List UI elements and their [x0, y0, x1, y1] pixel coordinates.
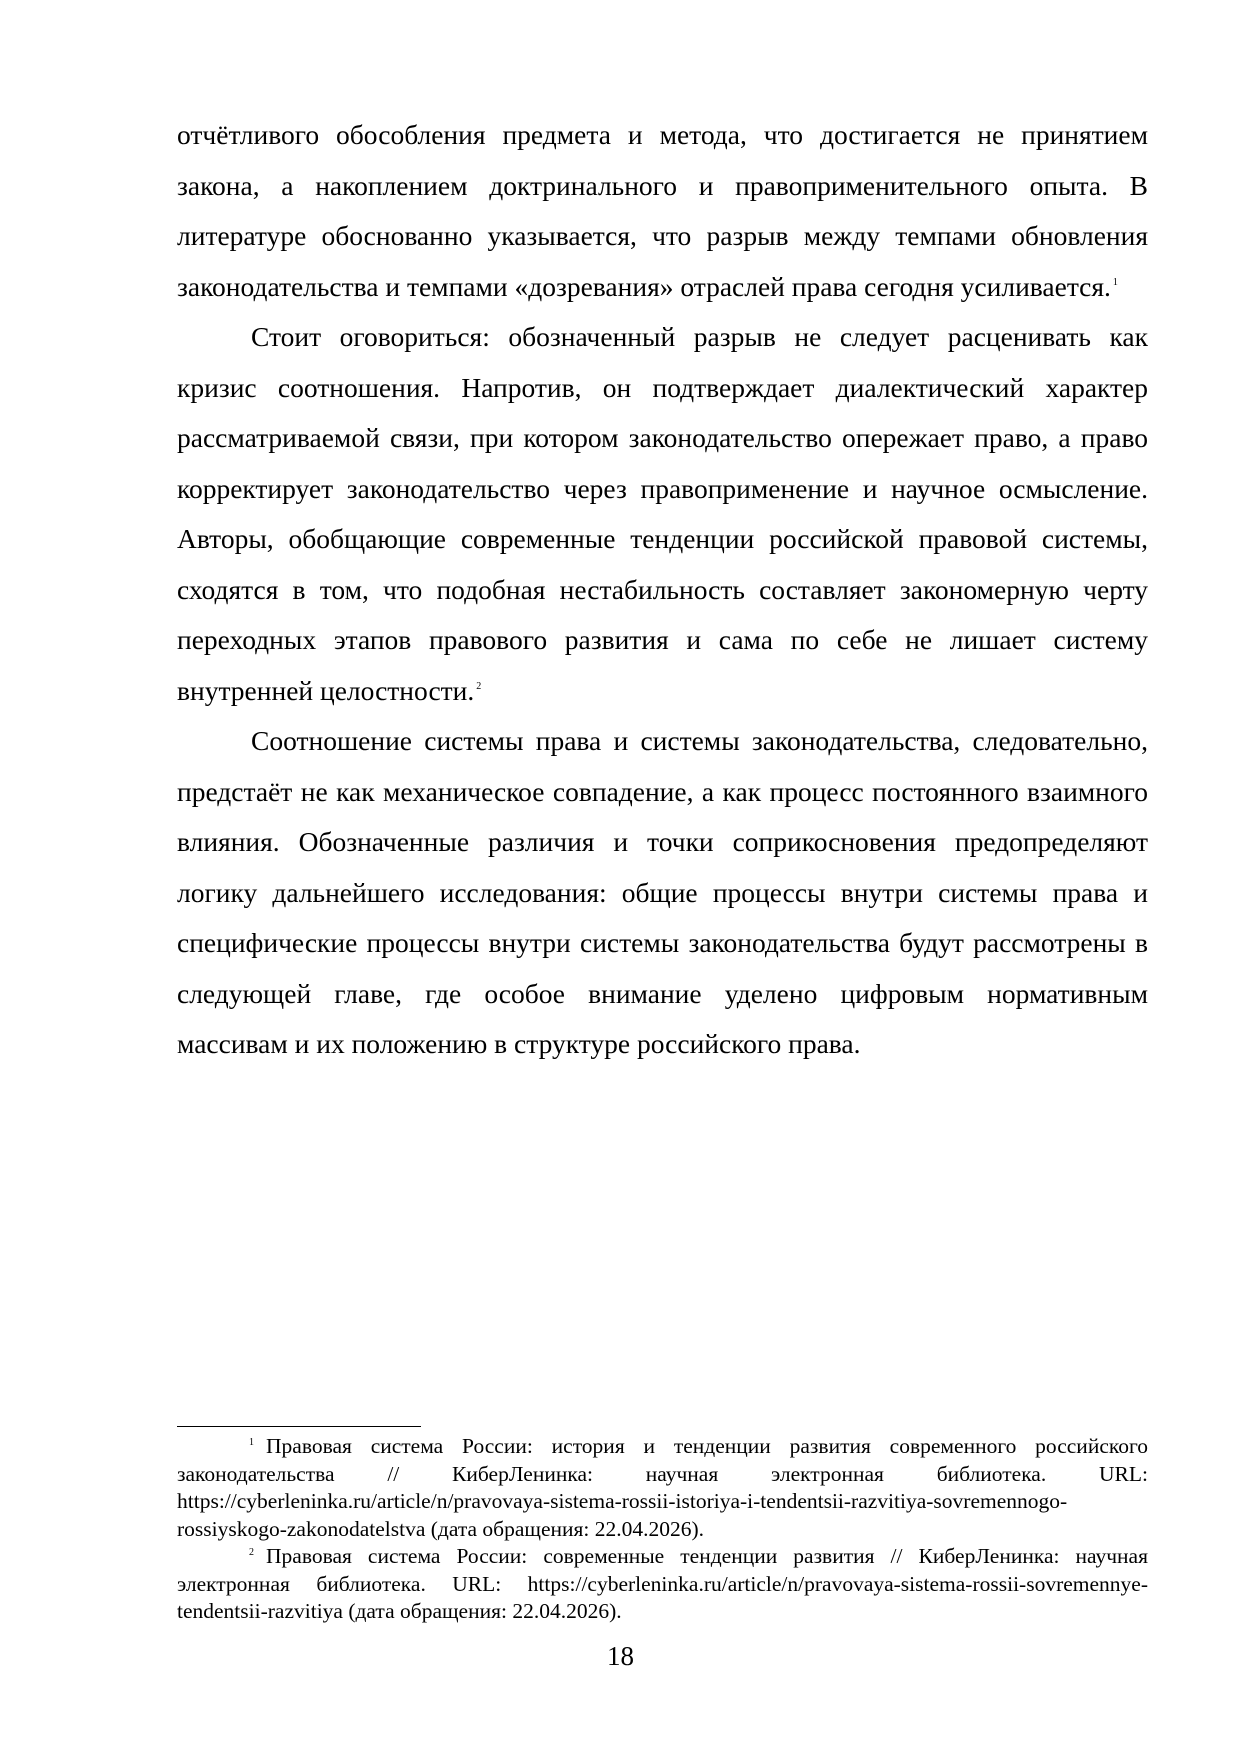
- footnote-1-text: Правовая система России: история и тенденции развития современного российского законодательства // КиберЛенинка: научная электронная библиотека. URL: https://cyberleninka.ru/article/n/pravovaya-sistema-rossii-istoriya-i-tendentsii-razvitiya-sovremennogo-rossiyskogo-zakonodatelstva (дата обращения: 22.04.2026).: [177, 1434, 1148, 1541]
- footnote-2-text: Правовая система России: современные тенденции развития // КиберЛенинка: научная электронная библиотека. URL: https://cyberleninka.ru/article/n/pravovaya-sistema-rossii-sovremennye-tendentsii-razvitiya (дата обращения: 22.04.2026).: [177, 1544, 1148, 1623]
- paragraph-2: [177, 312, 1148, 716]
- footnotes: [177, 1433, 1148, 1626]
- paragraph-3: [177, 716, 1148, 1070]
- paragraph-2-text: Стоит оговориться: обозначенный разрыв не следует расценивать как кризис соотношения. Напротив, он подтверждает диалектический характер рассматриваемой связи, при котором законодательство опережает право, а право корректирует законодательство через правоприменение и научное осмысление. Авторы, обобщающие современные тенденции российской правовой системы, сходятся в том, что подобная нестабильность составляет закономерную черту переходных этапов правового развития и сама по себе не лишает систему внутренней целостности.: [177, 321, 1148, 706]
- paragraph-3-text: Соотношение системы права и системы законодательства, следовательно, предстаёт не как механическое совпадение, а как процесс постоянного взаимного влияния. Обозначенные различия и точки соприкосновения предопределяют логику дальнейшего исследования: общие процессы внутри системы права и специфические процессы внутри системы законодательства будут рассмотрены в следующей главе, где особое внимание уделено цифровым нормативным массивам и их положению в структуре российского права.: [177, 725, 1148, 1059]
- footnote-separator: [177, 1426, 421, 1427]
- paragraph-1-text: отчётливого обособления предмета и метода, что достигается не принятием закона, а накоплением доктринального и правоприменительного опыта. В литературе обоснованно указывается, что разрыв между темпами обновления законодательства и темпами «дозревания» отраслей права сегодня усиливается.: [177, 119, 1148, 302]
- footnote-2-mark: 2: [249, 1546, 254, 1558]
- paragraph-1: [177, 110, 1148, 312]
- footnote-2: [177, 1543, 1148, 1626]
- footnote-ref-2[interactable]: 2: [476, 681, 482, 693]
- footnote-1-mark: 1: [249, 1436, 254, 1448]
- body-text: [177, 110, 1148, 1070]
- page-number: 18: [607, 1641, 634, 1671]
- footnote-ref-1[interactable]: 1: [1112, 277, 1118, 289]
- footnote-1: [177, 1433, 1148, 1543]
